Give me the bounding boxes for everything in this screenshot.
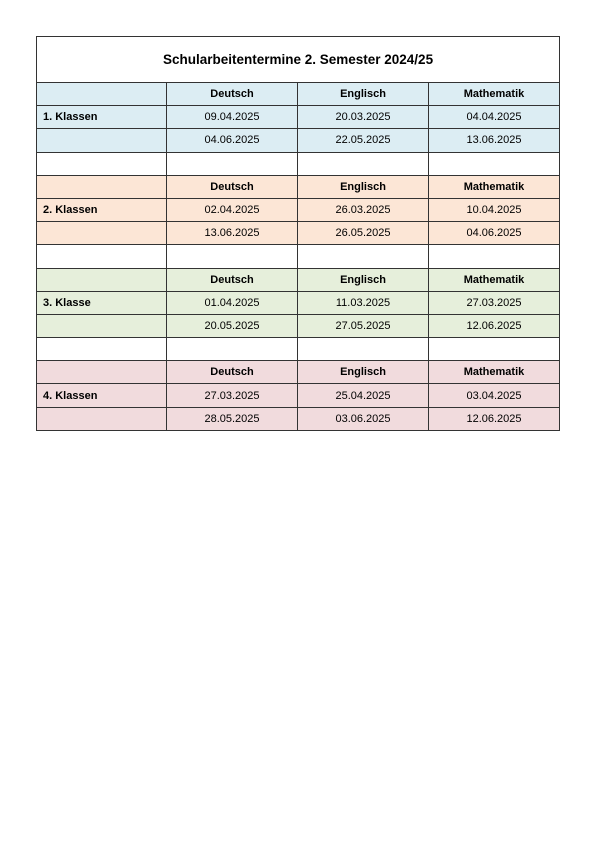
subject-header-englisch: Englisch: [298, 268, 429, 291]
spacer-cell: [37, 152, 167, 175]
spacer-cell: [429, 338, 560, 361]
class-label-empty-cell: [37, 314, 167, 337]
group-header-row: [37, 361, 560, 384]
subject-header-englisch: Englisch: [298, 361, 429, 384]
class-label: 3. Klasse: [37, 291, 167, 314]
group-header-row: [37, 83, 560, 106]
exam-date-cell: 01.04.2025: [167, 291, 298, 314]
exam-date-cell: 27.03.2025: [167, 384, 298, 407]
exam-date-cell: 27.03.2025: [429, 291, 560, 314]
group-header-empty-cell: [37, 175, 167, 198]
subject-header-mathematik: Mathematik: [429, 361, 560, 384]
class-label-empty-cell: [37, 129, 167, 152]
exam-date-cell: 12.06.2025: [429, 314, 560, 337]
class-label-empty-cell: [37, 407, 167, 430]
exam-date-cell: 20.05.2025: [167, 314, 298, 337]
subject-header-deutsch: Deutsch: [167, 361, 298, 384]
subject-header-mathematik: Mathematik: [429, 175, 560, 198]
exam-date-cell: 10.04.2025: [429, 198, 560, 221]
exam-date-cell: 28.05.2025: [167, 407, 298, 430]
spacer-row: [37, 152, 560, 175]
class-label-empty-cell: [37, 222, 167, 245]
date-row: [37, 198, 560, 221]
schedule-table: [36, 36, 560, 431]
exam-date-cell: 02.04.2025: [167, 198, 298, 221]
exam-date-cell: 04.04.2025: [429, 106, 560, 129]
date-row: [37, 129, 560, 152]
title-row: [37, 37, 560, 83]
exam-date-cell: 20.03.2025: [298, 106, 429, 129]
exam-date-cell: 11.03.2025: [298, 291, 429, 314]
subject-header-deutsch: Deutsch: [167, 83, 298, 106]
group-header-empty-cell: [37, 268, 167, 291]
class-label: 4. Klassen: [37, 384, 167, 407]
exam-date-cell: 04.06.2025: [429, 222, 560, 245]
subject-header-englisch: Englisch: [298, 83, 429, 106]
exam-date-cell: 09.04.2025: [167, 106, 298, 129]
exam-date-cell: 25.04.2025: [298, 384, 429, 407]
exam-date-cell: 12.06.2025: [429, 407, 560, 430]
spacer-cell: [429, 245, 560, 268]
date-row: [37, 291, 560, 314]
schedule-body: [37, 37, 560, 431]
subject-header-deutsch: Deutsch: [167, 175, 298, 198]
exam-date-cell: 27.05.2025: [298, 314, 429, 337]
group-header-row: [37, 268, 560, 291]
class-label: 1. Klassen: [37, 106, 167, 129]
date-row: [37, 106, 560, 129]
spacer-row: [37, 338, 560, 361]
spacer-cell: [298, 152, 429, 175]
exam-date-cell: 03.06.2025: [298, 407, 429, 430]
spacer-row: [37, 245, 560, 268]
page-title: Schularbeitentermine 2. Semester 2024/25: [37, 37, 560, 83]
spacer-cell: [429, 152, 560, 175]
subject-header-englisch: Englisch: [298, 175, 429, 198]
exam-date-cell: 22.05.2025: [298, 129, 429, 152]
date-row: [37, 314, 560, 337]
exam-date-cell: 04.06.2025: [167, 129, 298, 152]
subject-header-deutsch: Deutsch: [167, 268, 298, 291]
exam-date-cell: 13.06.2025: [167, 222, 298, 245]
spacer-cell: [167, 245, 298, 268]
group-header-empty-cell: [37, 361, 167, 384]
spacer-cell: [298, 245, 429, 268]
exam-date-cell: 03.04.2025: [429, 384, 560, 407]
spacer-cell: [167, 152, 298, 175]
subject-header-mathematik: Mathematik: [429, 83, 560, 106]
spacer-cell: [298, 338, 429, 361]
spacer-cell: [167, 338, 298, 361]
group-header-empty-cell: [37, 83, 167, 106]
group-header-row: [37, 175, 560, 198]
date-row: [37, 222, 560, 245]
exam-date-cell: 26.03.2025: [298, 198, 429, 221]
subject-header-mathematik: Mathematik: [429, 268, 560, 291]
date-row: [37, 407, 560, 430]
exam-date-cell: 26.05.2025: [298, 222, 429, 245]
date-row: [37, 384, 560, 407]
spacer-cell: [37, 245, 167, 268]
class-label: 2. Klassen: [37, 198, 167, 221]
spacer-cell: [37, 338, 167, 361]
exam-date-cell: 13.06.2025: [429, 129, 560, 152]
